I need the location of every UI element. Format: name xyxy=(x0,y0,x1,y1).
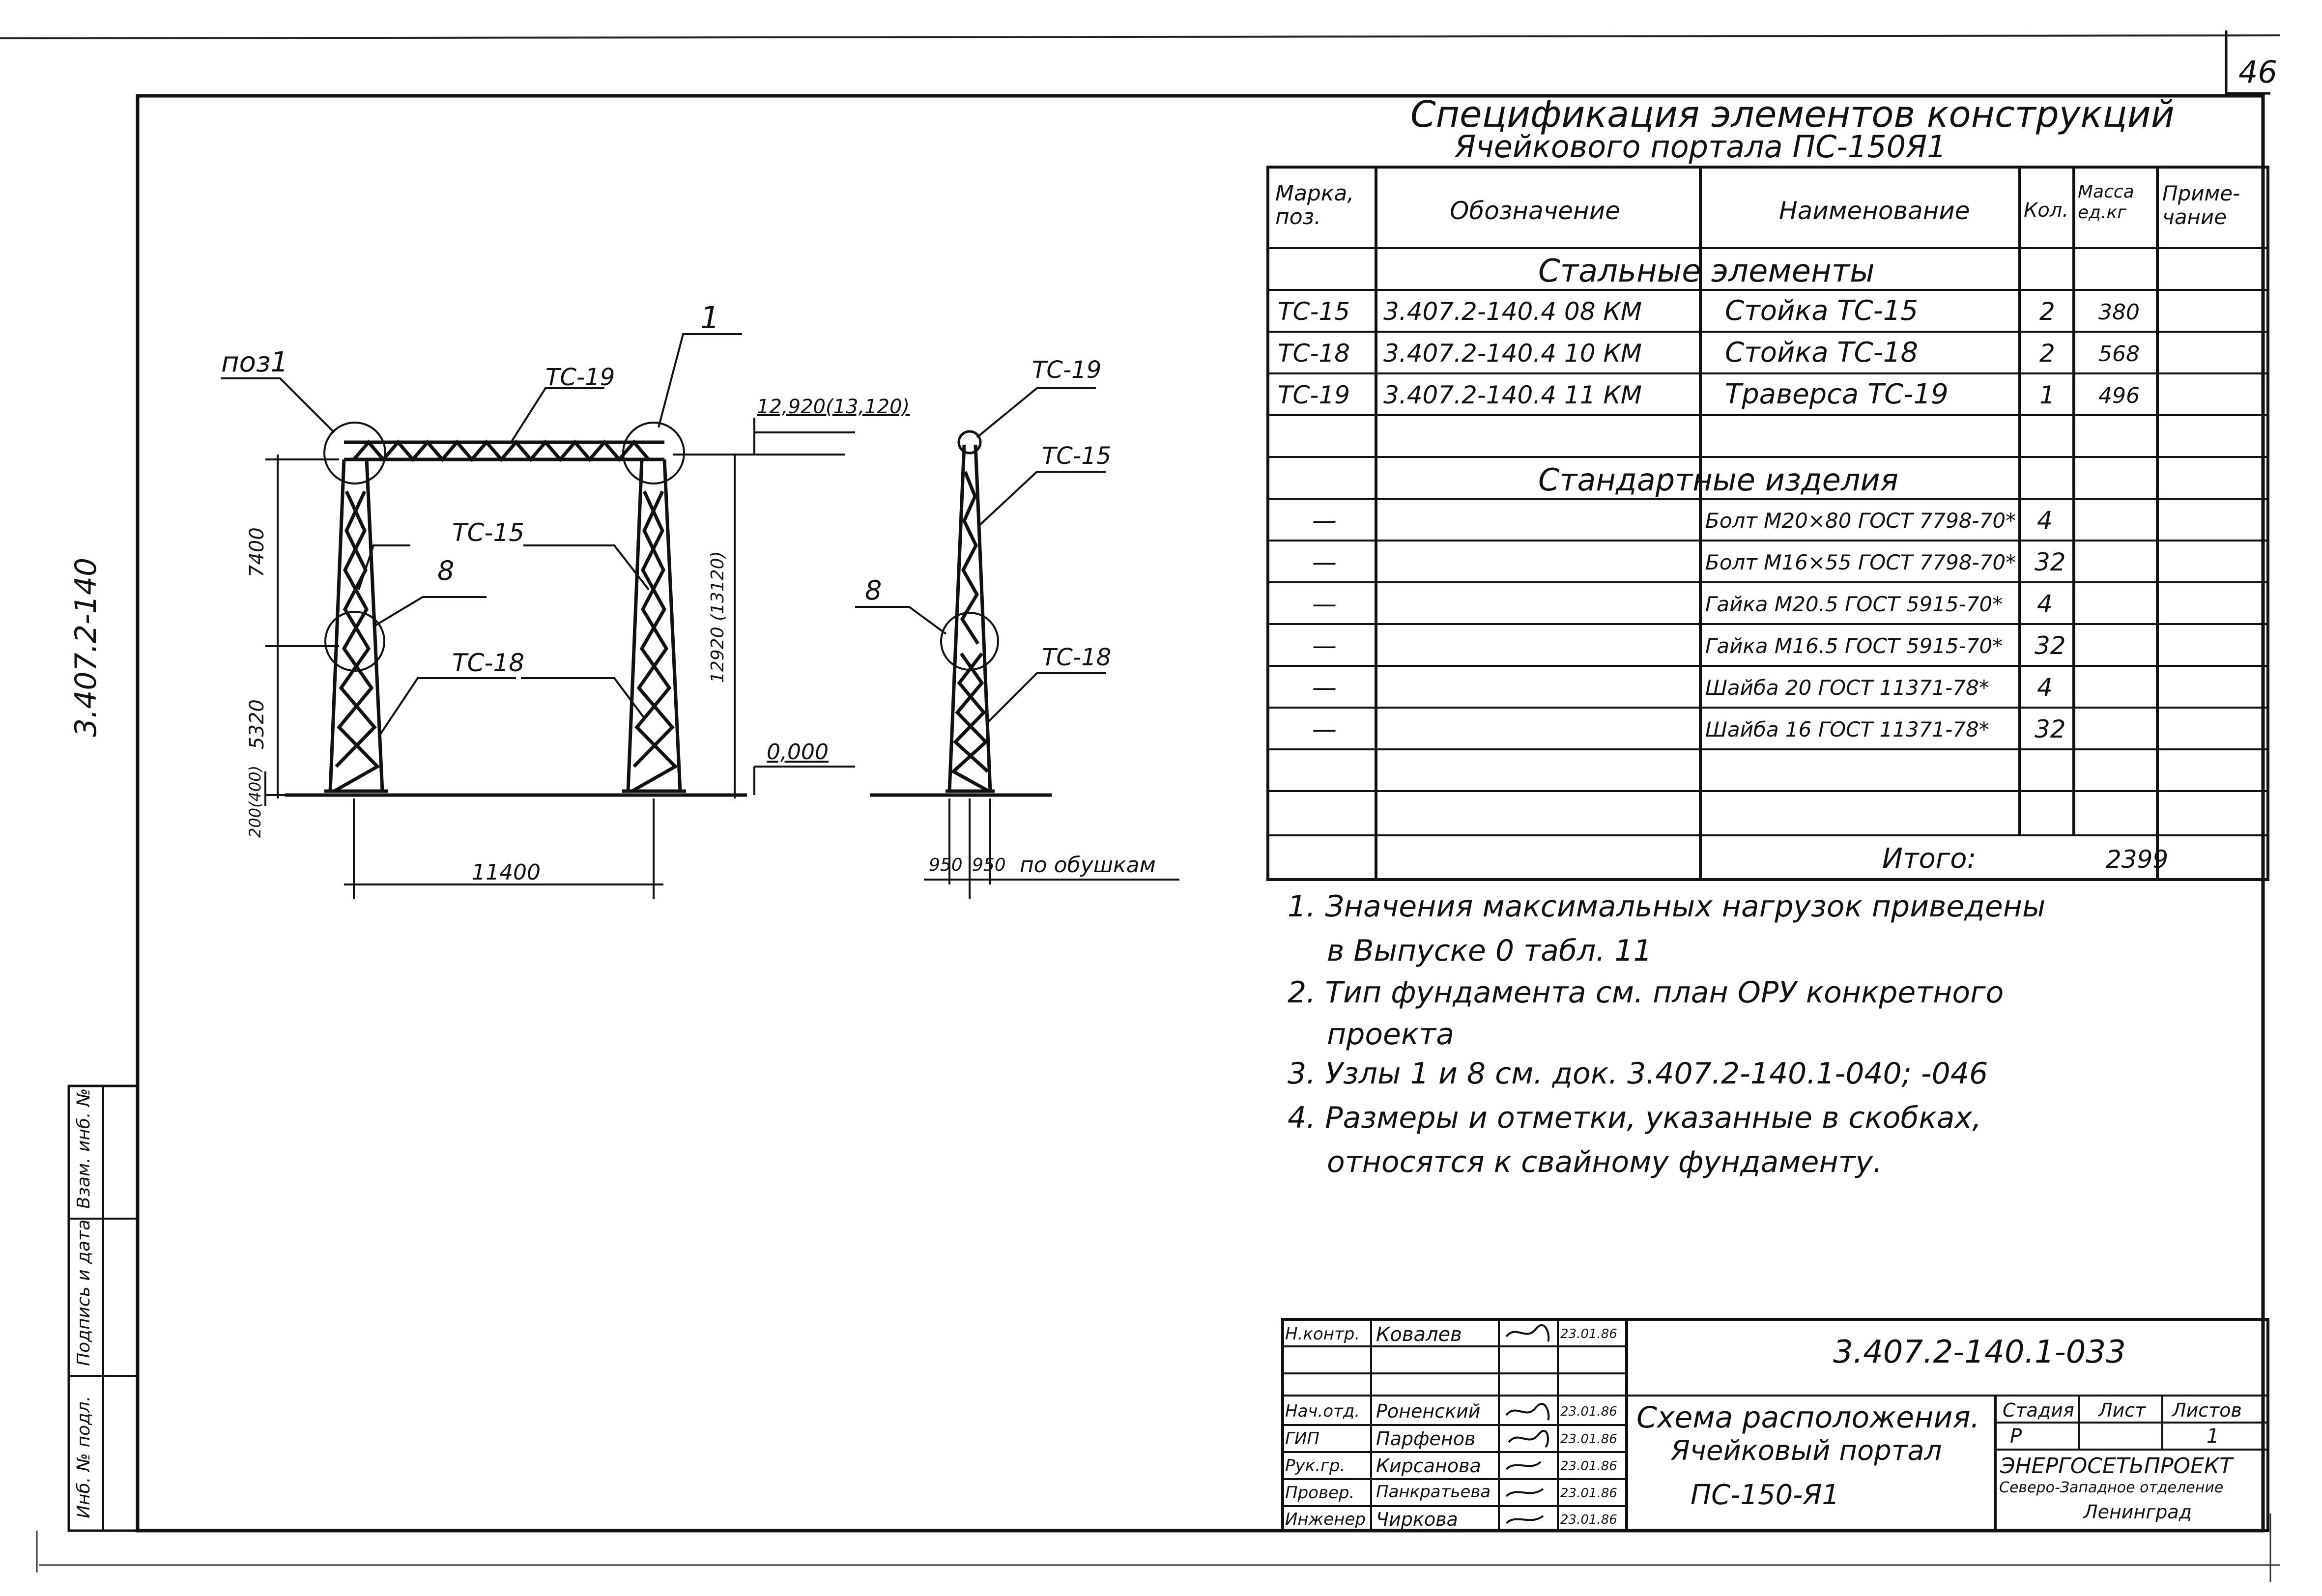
header-mark: Марка, поз. xyxy=(1275,181,1354,229)
std-row-6-qty: 32 xyxy=(2035,715,2066,743)
dim-12920: 12920 (13120) xyxy=(708,551,728,683)
header-name: Наименование xyxy=(1779,197,1970,225)
note-4-line1: 4. Размеры и отметки, указанные в скобках, xyxy=(1288,1101,1982,1135)
section-standard: Стандартные изделия xyxy=(1538,462,1899,498)
steel-row-2-mark: ТС-18 xyxy=(1278,339,1350,368)
tb-row-3-role: ГИП xyxy=(1285,1429,1319,1449)
steel-row-1-mark: ТС-15 xyxy=(1278,297,1350,326)
tb-row-4-date: 23.01.86 xyxy=(1560,1459,1617,1474)
std-row-1-mark: — xyxy=(1312,506,1337,535)
sheet-number: 46 xyxy=(2238,54,2277,90)
steel-row-2-name: Стойка ТС-18 xyxy=(1725,337,1919,369)
std-row-6-name: Шайба 16 ГОСТ 11371-78* xyxy=(1705,717,1989,741)
std-row-5-mark: — xyxy=(1312,673,1337,702)
sheet-label: Лист xyxy=(2098,1399,2146,1421)
steel-row-3-mark: ТС-19 xyxy=(1278,381,1350,409)
std-row-5-name: Шайба 20 ГОСТ 11371-78* xyxy=(1705,676,1989,700)
note-4-line2: относятся к свайному фундаменту. xyxy=(1327,1145,1883,1179)
title-line2: Ячейковый портал xyxy=(1671,1435,1942,1467)
label-elev-top: 12,920(13,120) xyxy=(757,396,910,418)
tb-row-2-name: Роненский xyxy=(1376,1400,1481,1422)
tb-row-1-date: 23.01.86 xyxy=(1560,1327,1617,1341)
side-stamp-cell-1: Инб. № подл. xyxy=(74,1396,94,1518)
label-elev-zero: 0,000 xyxy=(767,740,829,765)
std-row-3-name: Гайка М20.5 ГОСТ 5915-70* xyxy=(1705,592,2003,616)
org-line1: ЭНЕРГОСЕТЬПРОЕКТ xyxy=(2000,1454,2233,1479)
sheets-label: Листов xyxy=(2172,1399,2242,1421)
std-row-1-name: Болт М20×80 ГОСТ 7798-70* xyxy=(1705,509,2016,533)
tb-row-5-date: 23.01.86 xyxy=(1560,1486,1617,1501)
dim-200: 200(400) xyxy=(246,765,264,838)
label-by-belts: по обушкам xyxy=(1020,853,1156,878)
side-stamp-cell-2: Подпись и дата xyxy=(74,1219,94,1366)
steel-row-2-mass: 568 xyxy=(2098,342,2140,367)
side-stamp-cell-3: Взам. инб. № xyxy=(74,1088,94,1209)
header-qty: Кол. xyxy=(2024,199,2069,222)
header-note: Приме-чание xyxy=(2162,181,2240,229)
dim-5320: 5320 xyxy=(246,699,268,749)
std-row-4-qty: 32 xyxy=(2035,631,2066,660)
note-3: 3. Узлы 1 и 8 см. док. 3.407.2-140.1-040; -046 xyxy=(1288,1056,1988,1091)
tb-row-5-name: Панкратьева xyxy=(1376,1482,1491,1502)
steel-row-1-qty: 2 xyxy=(2039,297,2055,326)
std-row-4-name: Гайка М16.5 ГОСТ 5915-70* xyxy=(1705,634,2003,658)
steel-row-2-designation: 3.407.2-140.4 10 КМ xyxy=(1383,339,1642,368)
sheets-value: 1 xyxy=(2207,1425,2219,1448)
dim-950-left: 950 xyxy=(929,855,963,875)
note-1-line1: 1. Значения максимальных нагрузок приведены xyxy=(1288,889,2046,924)
stage-label: Стадия xyxy=(2003,1399,2074,1421)
steel-row-3-qty: 1 xyxy=(2039,381,2055,409)
side-label-ts18: ТС-18 xyxy=(1042,644,1112,671)
steel-row-1-name: Стойка ТС-15 xyxy=(1725,295,1919,327)
label-node1: 1 xyxy=(700,300,720,336)
tb-row-3-date: 23.01.86 xyxy=(1560,1432,1617,1447)
spec-title-line1: Спецификация элементов конструкций xyxy=(1410,93,2175,136)
std-row-4-mark: — xyxy=(1312,631,1337,660)
header-mass: Масса ед.кг xyxy=(2078,182,2134,223)
dim-950-right: 950 xyxy=(972,855,1006,875)
tb-row-6-date: 23.01.86 xyxy=(1560,1512,1617,1527)
std-row-1-qty: 4 xyxy=(2037,506,2053,535)
label-node8: 8 xyxy=(437,555,455,586)
tb-row-2-role: Нач.отд. xyxy=(1285,1401,1360,1421)
std-row-2-mark: — xyxy=(1312,548,1337,576)
left-doc-code: 3.407.2-140 xyxy=(69,557,103,737)
std-row-5-qty: 4 xyxy=(2037,673,2053,702)
tb-row-6-role: Инженер xyxy=(1285,1510,1366,1529)
total-value: 2399 xyxy=(2106,845,2169,874)
side-label-ts15: ТС-15 xyxy=(1042,442,1112,470)
title-line1: Схема расположения. xyxy=(1636,1400,1980,1435)
org-line3: Ленинград xyxy=(2084,1501,2192,1523)
steel-row-2-qty: 2 xyxy=(2039,339,2055,368)
title-doc-code: 3.407.2-140.1-033 xyxy=(1833,1334,2126,1370)
tb-row-3-name: Парфенов xyxy=(1376,1428,1476,1450)
note-1-line2: в Выпуске 0 табл. 11 xyxy=(1327,934,1652,968)
steel-row-1-designation: 3.407.2-140.4 08 КМ xyxy=(1383,297,1642,326)
tb-row-2-date: 23.01.86 xyxy=(1560,1404,1617,1419)
tb-row-1-name: Ковалев xyxy=(1376,1323,1462,1346)
side-label-node8: 8 xyxy=(865,575,882,606)
steel-row-3-designation: 3.407.2-140.4 11 КМ xyxy=(1383,381,1642,409)
label-ts19: ТС-19 xyxy=(545,364,615,391)
tb-row-6-name: Чиркова xyxy=(1376,1509,1458,1530)
tb-row-5-role: Провер. xyxy=(1285,1483,1355,1503)
note-2-line2: проекта xyxy=(1327,1017,1454,1052)
title-line3: ПС-150-Я1 xyxy=(1691,1479,1840,1511)
org-line2: Северо-Западное отделение xyxy=(1999,1479,2224,1496)
spec-title-line2: Ячейкового портала ПС-150Я1 xyxy=(1455,129,1947,165)
tb-row-1-role: Н.контр. xyxy=(1285,1324,1360,1344)
std-row-3-qty: 4 xyxy=(2037,590,2053,618)
label-pos1: поз1 xyxy=(221,346,288,378)
tb-row-4-name: Кирсанова xyxy=(1376,1455,1481,1477)
steel-row-3-mass: 496 xyxy=(2098,383,2140,408)
steel-row-3-name: Траверса ТС-19 xyxy=(1725,378,1949,410)
label-ts15: ТС-15 xyxy=(452,518,525,547)
std-row-6-mark: — xyxy=(1312,715,1337,743)
note-2-line1: 2. Тип фундамента см. план ОРУ конкретного xyxy=(1288,975,2004,1010)
std-row-2-name: Болт М16×55 ГОСТ 7798-70* xyxy=(1705,550,2016,574)
dim-11400: 11400 xyxy=(472,860,541,885)
label-ts18: ТС-18 xyxy=(452,649,525,677)
signatures-column xyxy=(1501,1322,1555,1528)
std-row-3-mark: — xyxy=(1312,590,1337,618)
side-label-ts19: ТС-19 xyxy=(1032,356,1102,384)
total-label: Итого: xyxy=(1882,843,1977,875)
header-designation: Обозначение xyxy=(1450,197,1620,225)
stage-value: Р xyxy=(2010,1425,2022,1448)
steel-row-1-mass: 380 xyxy=(2098,300,2140,325)
std-row-2-qty: 32 xyxy=(2035,548,2066,576)
dim-7400: 7400 xyxy=(246,527,268,577)
tb-row-4-role: Рук.гр. xyxy=(1285,1456,1346,1476)
section-steel: Стальные элементы xyxy=(1538,253,1875,289)
